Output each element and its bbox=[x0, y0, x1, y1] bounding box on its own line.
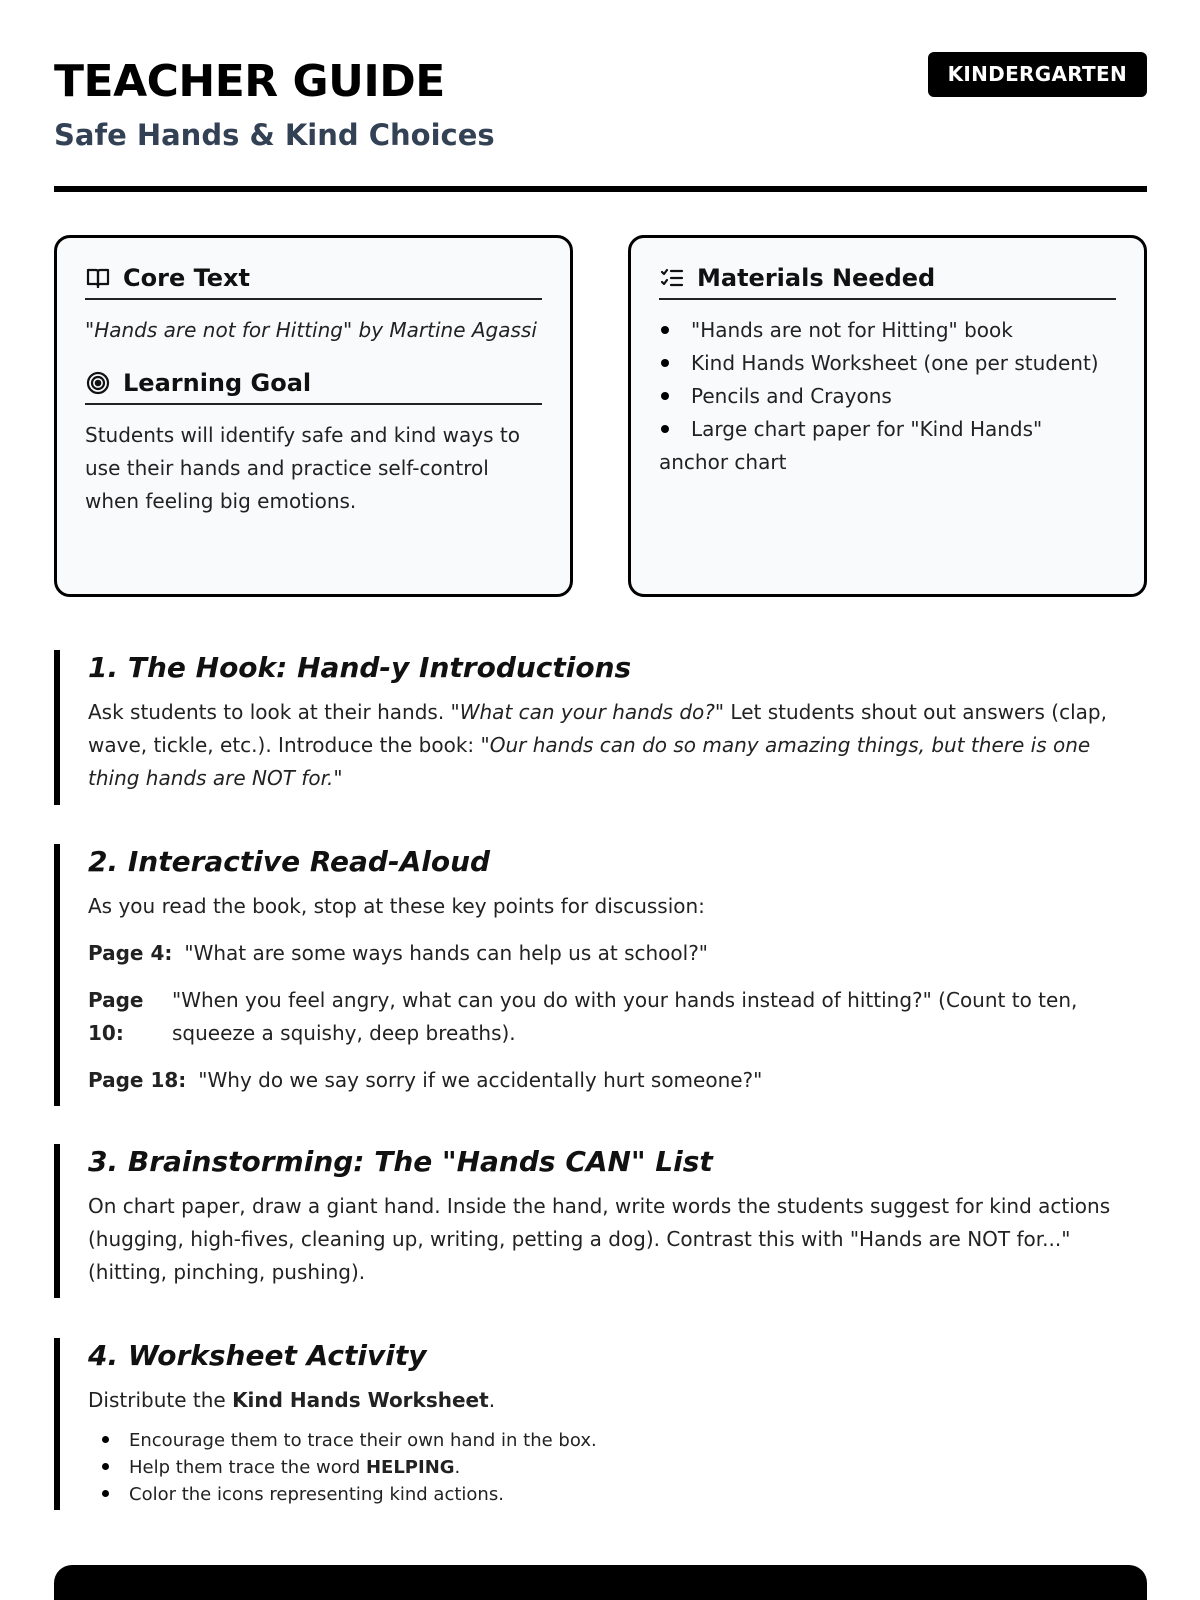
discussion-point bbox=[88, 1064, 1147, 1097]
footer-bar bbox=[54, 1565, 1147, 1600]
discussion-point bbox=[88, 937, 1147, 970]
learning-goal-label: Learning Goal bbox=[123, 369, 312, 397]
checklist-icon bbox=[659, 265, 685, 291]
section-intro: Distribute the Kind Hands Worksheet. bbox=[88, 1388, 496, 1412]
list-item: Help them trace the word HELPING. bbox=[102, 1454, 1147, 1481]
learning-goal-value: Students will identify safe and kind ways to use their hands and practice self-control when feeling big emotions. bbox=[85, 423, 520, 513]
section-hook bbox=[54, 650, 1147, 805]
core-text-card bbox=[54, 235, 573, 597]
page-label: Page 4: bbox=[88, 941, 173, 965]
section-intro: As you read the book, stop at these key points for discussion: bbox=[88, 894, 705, 918]
section-heading: 2. Interactive Read-Aloud bbox=[88, 845, 491, 878]
page-title: TEACHER GUIDE bbox=[54, 56, 445, 107]
section-body: On chart paper, draw a giant hand. Inside the hand, write words the students suggest for kind actions (hugging, high-fives, cleaning up, writing, petting a dog). Contrast this with "Hands are NOT for..." (hitting, pinching, pushing). bbox=[88, 1194, 1111, 1284]
target-icon bbox=[85, 370, 111, 396]
core-text-heading bbox=[85, 264, 542, 300]
list-item: "Hands are not for Hitting" book bbox=[659, 314, 1116, 347]
section-worksheet bbox=[54, 1338, 1147, 1510]
header-divider bbox=[54, 186, 1147, 192]
grade-badge: KINDERGARTEN bbox=[928, 52, 1147, 97]
discussion-question: "Why do we say sorry if we accidentally hurt someone?" bbox=[198, 1068, 763, 1092]
teacher-guide-page bbox=[54, 0, 1147, 1505]
discussion-point bbox=[88, 984, 1147, 1050]
page-label: Page 10: bbox=[88, 988, 144, 1045]
list-item: Color the icons representing kind actions. bbox=[102, 1481, 1147, 1508]
discussion-question: "When you feel angry, what can you do with your hands instead of hitting?" (Count to ten, squeeze a squishy, deep breaths). bbox=[172, 988, 1078, 1045]
section-brainstorming bbox=[54, 1144, 1147, 1298]
worksheet-steps bbox=[88, 1427, 1147, 1508]
section-read-aloud bbox=[54, 844, 1147, 1106]
list-item: Pencils and Crayons bbox=[659, 380, 1116, 413]
section-heading: 4. Worksheet Activity bbox=[88, 1339, 427, 1372]
section-body: Ask students to look at their hands. "What can your hands do?" Let students shout out answers (clap, wave, tickle, etc.). Introduce the book: "Our hands can do so many amazing things, but there is one thing hands are NOT for." bbox=[88, 700, 1107, 790]
info-cards bbox=[54, 235, 1147, 597]
list-item: Encourage them to trace their own hand in the box. bbox=[102, 1427, 1147, 1454]
book-open-icon bbox=[85, 265, 111, 291]
header bbox=[54, 0, 1147, 196]
section-heading: 3. Brainstorming: The "Hands CAN" List bbox=[88, 1145, 713, 1178]
list-item: Large chart paper for "Kind Hands" anchor chart bbox=[659, 417, 1043, 474]
page-subtitle: Safe Hands & Kind Choices bbox=[54, 118, 495, 152]
materials-list bbox=[659, 314, 1116, 479]
core-text-label: Core Text bbox=[123, 264, 250, 292]
list-item: Kind Hands Worksheet (one per student) bbox=[659, 347, 1116, 380]
materials-heading bbox=[659, 264, 1116, 300]
core-text-value: "Hands are not for Hitting" by Martine Agassi bbox=[85, 318, 537, 342]
learning-goal-heading bbox=[85, 369, 542, 405]
discussion-question: "What are some ways hands can help us at school?" bbox=[184, 941, 709, 965]
page-label: Page 18: bbox=[88, 1068, 187, 1092]
materials-card bbox=[628, 235, 1147, 597]
section-heading: 1. The Hook: Hand-y Introductions bbox=[88, 651, 632, 684]
materials-label: Materials Needed bbox=[697, 264, 936, 292]
